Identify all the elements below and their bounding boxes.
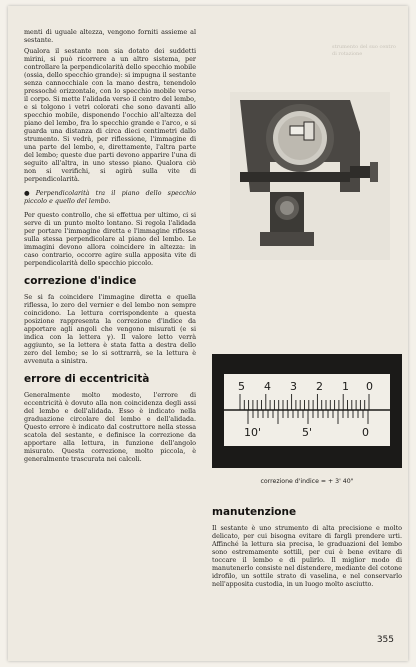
section-index-title: correzione d'indice <box>24 275 137 287</box>
bullet-heading <box>24 189 196 205</box>
sextant-mirror-photo <box>230 92 390 260</box>
bottom-scale-label: 5' <box>302 426 313 439</box>
page-number: 355 <box>376 635 394 645</box>
intro-paragraph: menti di uguale altezza, vengono forniti assieme al sestante. <box>24 28 196 44</box>
top-scale-label: 0 <box>366 380 373 393</box>
section-eccentricity-title: errore di eccentricità <box>24 373 150 385</box>
section-eccentricity-text: Generalmente molto modesto, l'errore di eccentricità è dovuto alla non coincidenza degli assi del lembo e dell'alidada. Esso è indicato nella graduazione circolare del lembo e dell'alidada. Questo errore è indicato dal costruttore nella stessa scatola del sestante, e definisce la correzione da apportare alla lettura, in funzione dell'angolo misurato. Questa correzione, molto piccola, è generalmente trascurata nei calcoli. <box>24 391 196 463</box>
faint-bleed-text: strumento del suo centro di rotazione <box>332 44 396 57</box>
vernier-scale <box>224 374 390 446</box>
top-scale-label: 1 <box>342 380 349 393</box>
section-index-text: Se si fa coincidere l'immagine diretta e quella riflessa, lo zero del vernier e del lembo non sempre coincidono. La lettura corrispondente a questa posizione rappresenta la correzione d'indice da apportare agli angoli che vengono misurati (e si indica con la lettera γ). Il valore letto verrà aggiunto, se la lettera è stata fatta a destra dello zero del lembo; se lo si sottrarrà, se la lettura è avvenuta a sinistra. <box>24 293 196 365</box>
top-scale-label: 5 <box>238 380 245 393</box>
book-page <box>8 6 408 661</box>
bullet-title-text: Perpendicolarità tra il piano dello specchio piccolo e quello del lembo. <box>24 189 196 205</box>
maintenance-text: Il sestante è uno strumento di alta precisione e molto delicato, per cui bisogna evitare di fargli prendere urti. Affinché la lettura sia precisa, le graduazioni del lembo sono estremamente sottili, per cui è bene evitare di toccare il lembo e di pulirlo. Il miglior modo di manutenerlo consiste nel distendere, mediante del cotone idrofilo, un sottile strato di vaselina, e nel conservarlo nell'apposita custodia, in un luogo molto asciutto. <box>212 524 402 588</box>
maintenance-section <box>212 506 402 588</box>
top-scale-label: 2 <box>316 380 323 393</box>
perpendicularity-paragraph: Qualora il sestante non sia dotato dei suddetti mirini, si può ricorrere a un altro sistema, per controllare la perpendicolarità dello specchio mobile (ossia, dello specchio grande): si impugna il sestante senza cannocchiale con la mano destra, tenendolo pressoché orizzontale, con lo specchio mobile verso il corpo. Si mette l'alidada verso il centro del lembo, e si tolgono i vetri colorati che sono davanti allo specchio mobile, disponendo l'occhio all'altezza del piano del lembo, fra lo specchio grande e l'arco, e si guarda una distanza di circa dieci centimetri dallo strumento. Si vedrà, per riflessione, l'immagine di una parte del lembo, e, direttamente, l'altra parte del lembo; queste due parti devono apparire l'una di seguito all'altra, in uno stesso piano. Qualora ciò non si verifichi, si agirà sulla vite di perpendicolarità. <box>24 47 196 183</box>
top-scale-label: 3 <box>290 380 297 393</box>
bottom-scale-label: 0 <box>362 426 369 439</box>
left-column <box>24 28 196 466</box>
top-scale-ticks <box>240 394 369 410</box>
vernier-figure <box>212 354 402 468</box>
vernier-scale-window <box>224 374 390 446</box>
vernier-caption: correzione d'indice = + 3' 40" <box>260 478 354 485</box>
small-mirror-paragraph: Per questo controllo, che si effettua per ultimo, ci si serve di un punto molto lontano. Si regola l'alidada per portare l'immagine diretta e l'immagine riflessa sulla stessa perpendicolare al piano del lembo. Le immagini devono allora coincidere in altezza: in caso contrario, occorre agire sulla apposita vite di perpendicolarità dello specchio piccolo. <box>24 211 196 267</box>
bullet-icon: ● <box>24 189 34 197</box>
bottom-scale-label: 10' <box>244 426 262 439</box>
sextant-mirror-illustration <box>230 92 390 260</box>
maintenance-title: manutenzione <box>212 506 297 518</box>
bottom-scale-ticks <box>248 410 368 424</box>
top-scale-label: 4 <box>264 380 271 393</box>
